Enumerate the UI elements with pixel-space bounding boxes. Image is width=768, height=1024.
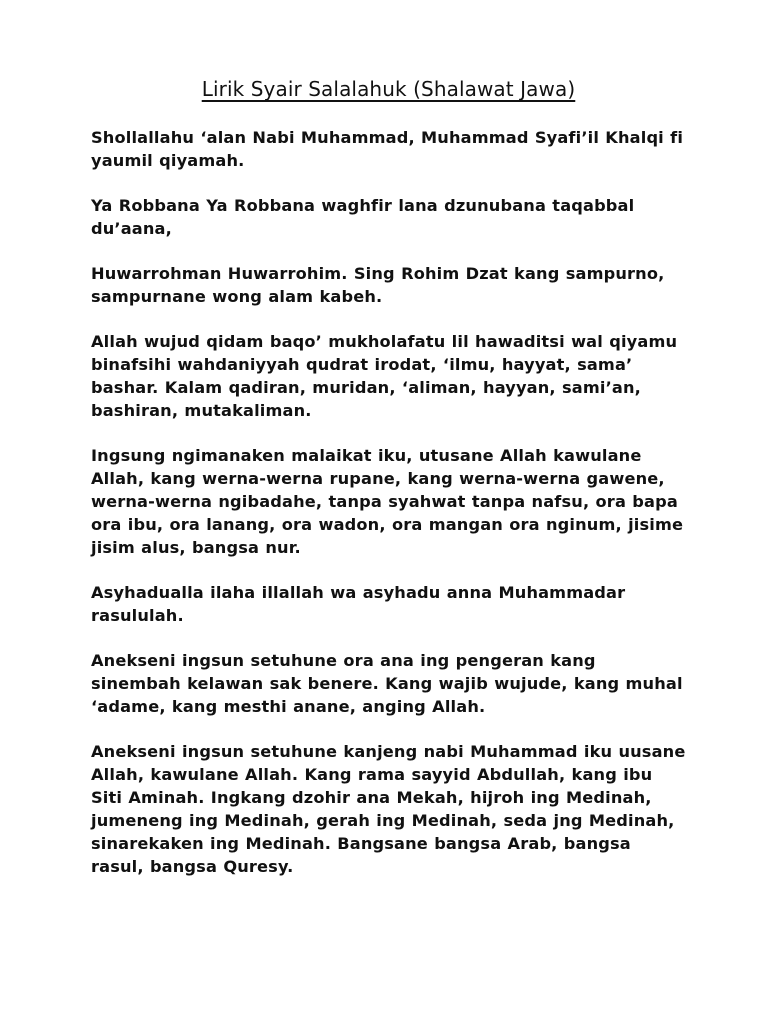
- document-title: Lirik Syair Salalahuk (Shalawat Jawa): [201, 77, 576, 101]
- lyric-stanza-4: Allah wujud qidam baqo’ mukholafatu lil hawaditsi wal qiyamu binafsihi wahdaniyyah qudrat irodat, ‘ilmu, hayyat, sama’ bashar. Kalam qadiran, muridan, ‘aliman, hayyan, sami’an, bashiran, mutakaliman.: [91, 332, 678, 420]
- lyric-stanza-6: Asyhadualla ilaha illallah wa asyhadu anna Muhammadar rasululah.: [91, 583, 626, 625]
- lyric-stanza-7: Anekseni ingsun setuhune ora ana ing pengeran kang sinembah kelawan sak benere. Kang wajib wujude, kang muhal ‘adame, kang mesthi anane, anging Allah.: [91, 651, 683, 716]
- lyric-stanza-8: Anekseni ingsun setuhune kanjeng nabi Muhammad iku uusane Allah, kawulane Allah. Kang rama sayyid Abdullah, kang ibu Siti Aminah. Ingkang dzohir ana Mekah, hijroh ing Medinah, jumeneng ing Medinah, gerah ing Medinah, seda jng Medinah, sinarekaken ing Medinah. Bangsane bangsa Arab, bangsa rasul, bangsa Quresy.: [91, 742, 686, 876]
- lyric-stanza-3: Huwarrohman Huwarrohim. Sing Rohim Dzat kang sampurno, sampurnane wong alam kabeh.: [91, 264, 665, 306]
- lyric-stanza-1: Shollallahu ‘alan Nabi Muhammad, Muhammad Syafi’il Khalqi fi yaumil qiyamah.: [91, 128, 684, 170]
- lyric-stanza-5: Ingsung ngimanaken malaikat iku, utusane Allah kawulane Allah, kang werna-werna rupane, kang werna-werna gawene, werna-werna ngibadahe, tanpa syahwat tanpa nafsu, ora bapa ora ibu, ora lanang, ora wadon, ora mangan ora nginum, jisime jisim alus, bangsa nur.: [91, 446, 684, 557]
- lyric-stanza-2: Ya Robbana Ya Robbana waghfir lana dzunubana taqabbal du’aana,: [91, 196, 635, 238]
